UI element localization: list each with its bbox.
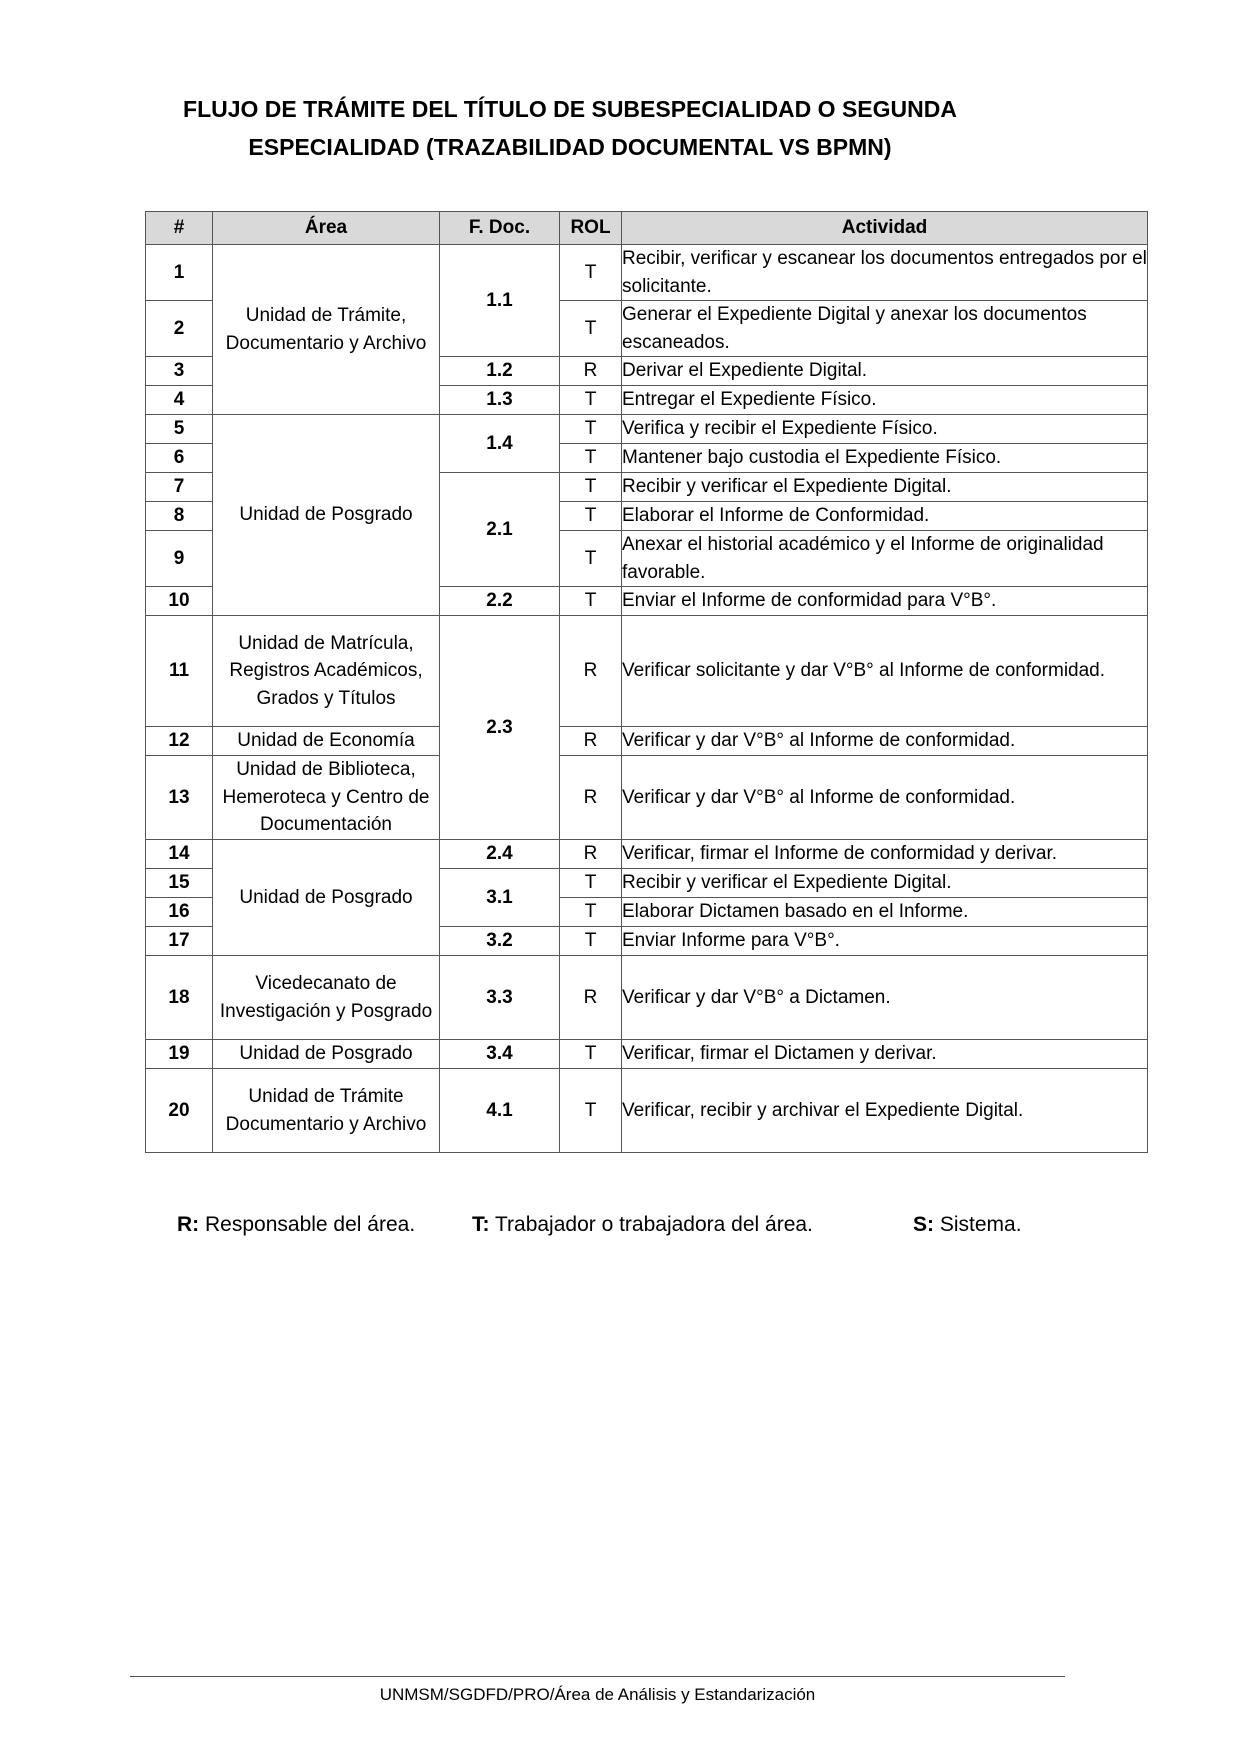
activity-cell: Verificar y dar V°B° a Dictamen. [622,956,1148,1040]
row-number: 12 [146,727,213,756]
rol-cell: R [560,616,622,727]
area-cell: Unidad de Trámite Documentario y Archivo [213,1069,440,1153]
fdoc-cell: 3.2 [440,927,560,956]
row-number: 7 [146,473,213,502]
area-cell: Unidad de Posgrado [213,1040,440,1069]
activity-cell: Elaborar el Informe de Conformidad. [622,502,1148,531]
row-number: 9 [146,531,213,587]
activity-cell: Verificar, firmar el Informe de conformidad y derivar. [622,840,1148,869]
legend-text: Sistema. [939,1213,1022,1236]
header-actividad: Actividad [622,212,1148,245]
row-number: 1 [146,245,213,301]
title-line-2: ESPECIALIDAD (TRAZABILIDAD DOCUMENTAL VS BPMN) [248,134,892,160]
rol-cell: R [560,357,622,386]
activity-cell: Recibir, verificar y escanear los documentos entregados por el solicitante. [622,245,1148,301]
activity-cell: Verificar, firmar el Dictamen y derivar. [622,1040,1148,1069]
legend-item-sistema [913,1210,1022,1240]
rol-cell: T [560,531,622,587]
legend-key: S: [913,1213,934,1236]
row-number: 14 [146,840,213,869]
legend-item-trabajador [472,1210,813,1240]
fdoc-cell: 4.1 [440,1069,560,1153]
activity-cell: Verificar solicitante y dar V°B° al Informe de conformidad. [622,616,1148,727]
table-row [146,415,1148,444]
legend-item-responsable [177,1210,415,1240]
row-number: 17 [146,927,213,956]
area-cell: Unidad de Trámite, Documentario y Archivo [213,245,440,415]
fdoc-cell: 2.2 [440,587,560,616]
row-number: 11 [146,616,213,727]
row-number: 5 [146,415,213,444]
row-number: 16 [146,898,213,927]
activity-cell: Recibir y verificar el Expediente Digital. [622,473,1148,502]
area-cell: Unidad de Matrícula, Registros Académicos, Grados y Títulos [213,616,440,727]
rol-cell: T [560,444,622,473]
activity-cell: Mantener bajo custodia el Expediente Físico. [622,444,1148,473]
rol-cell: R [560,840,622,869]
fdoc-cell: 1.2 [440,357,560,386]
activity-cell: Verificar, recibir y archivar el Expediente Digital. [622,1069,1148,1153]
activity-cell: Anexar el historial académico y el Informe de originalidad favorable. [622,531,1148,587]
table-row [146,756,1148,840]
table-row [146,840,1148,869]
activity-cell: Verifica y recibir el Expediente Físico. [622,415,1148,444]
rol-cell: R [560,956,622,1040]
rol-cell: R [560,756,622,840]
row-number: 15 [146,869,213,898]
activity-cell: Generar el Expediente Digital y anexar los documentos escaneados. [622,301,1148,357]
row-number: 3 [146,357,213,386]
footer-divider [130,1676,1065,1677]
activity-cell: Enviar el Informe de conformidad para V°B°. [622,587,1148,616]
legend-key: T: [472,1213,490,1236]
row-number: 4 [146,386,213,415]
fdoc-cell: 3.3 [440,956,560,1040]
activity-cell: Verificar y dar V°B° al Informe de conformidad. [622,756,1148,840]
header-fdoc: F. Doc. [440,212,560,245]
legend-text: Responsable del área. [205,1213,416,1236]
activity-cell: Derivar el Expediente Digital. [622,357,1148,386]
activity-cell: Enviar Informe para V°B°. [622,927,1148,956]
page-footer: UNMSM/SGDFD/PRO/Área de Análisis y Estandarización [379,1685,816,1704]
row-number: 8 [146,502,213,531]
activity-cell: Verificar y dar V°B° al Informe de conformidad. [622,727,1148,756]
activity-cell: Entregar el Expediente Físico. [622,386,1148,415]
fdoc-cell: 2.1 [440,473,560,587]
rol-cell: T [560,386,622,415]
legend-key: R: [177,1213,200,1236]
header-num: # [146,212,213,245]
header-area: Área [213,212,440,245]
area-cell: Unidad de Posgrado [213,840,440,956]
rol-cell: T [560,245,622,301]
row-number: 2 [146,301,213,357]
role-legend [0,1210,1241,1240]
document-title [150,90,990,166]
table-row [146,1040,1148,1069]
area-cell: Vicedecanato de Investigación y Posgrado [213,956,440,1040]
rol-cell: T [560,502,622,531]
fdoc-cell: 3.1 [440,869,560,927]
rol-cell: T [560,415,622,444]
rol-cell: R [560,727,622,756]
fdoc-cell: 2.3 [440,616,560,840]
table-row [146,616,1148,727]
process-flow-table [145,211,1148,1153]
table-row [146,1069,1148,1153]
rol-cell: T [560,1040,622,1069]
rol-cell: T [560,587,622,616]
fdoc-cell: 1.1 [440,245,560,357]
rol-cell: T [560,473,622,502]
fdoc-cell: 1.3 [440,386,560,415]
row-number: 6 [146,444,213,473]
header-rol: ROL [560,212,622,245]
table-header-row [146,212,1148,245]
row-number: 10 [146,587,213,616]
rol-cell: T [560,927,622,956]
fdoc-cell: 1.4 [440,415,560,473]
activity-cell: Elaborar Dictamen basado en el Informe. [622,898,1148,927]
area-cell: Unidad de Economía [213,727,440,756]
title-line-1: FLUJO DE TRÁMITE DEL TÍTULO DE SUBESPECIALIDAD O SEGUNDA [183,96,957,122]
legend-text: Trabajador o trabajadora del área. [494,1213,813,1236]
fdoc-cell: 3.4 [440,1040,560,1069]
row-number: 20 [146,1069,213,1153]
row-number: 18 [146,956,213,1040]
table-row [146,245,1148,301]
fdoc-cell: 2.4 [440,840,560,869]
table-row [146,727,1148,756]
rol-cell: T [560,301,622,357]
row-number: 19 [146,1040,213,1069]
row-number: 13 [146,756,213,840]
table-row [146,956,1148,1040]
rol-cell: T [560,898,622,927]
activity-cell: Recibir y verificar el Expediente Digital. [622,869,1148,898]
area-cell: Unidad de Posgrado [213,415,440,616]
area-cell: Unidad de Biblioteca, Hemeroteca y Centro de Documentación [213,756,440,840]
rol-cell: T [560,1069,622,1153]
rol-cell: T [560,869,622,898]
